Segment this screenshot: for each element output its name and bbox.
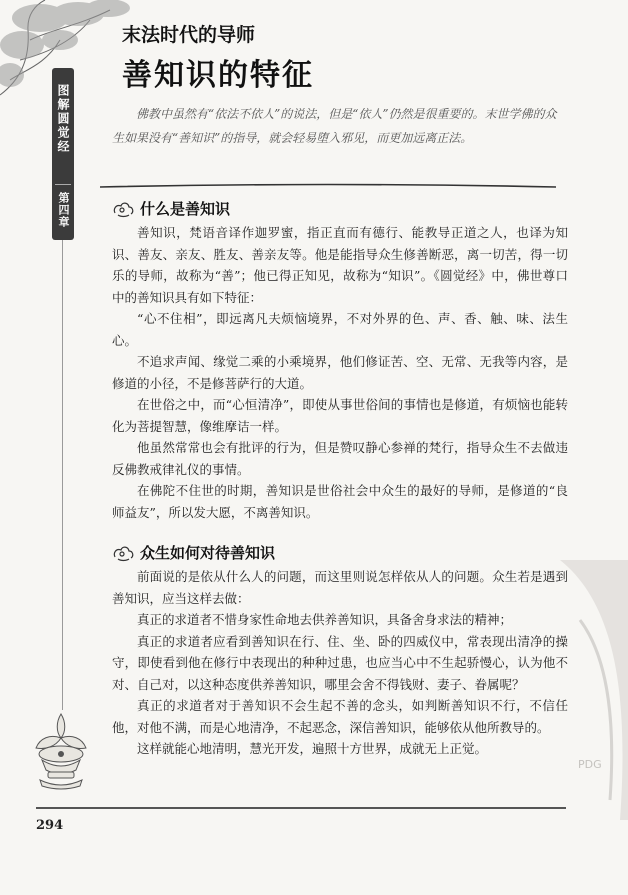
section1-heading-text: 什么是善知识: [140, 200, 231, 218]
section1-paragraph: 他虽然常常也会有批评的行为，但是赞叹静心参禅的梵行，指导众生不去做违反佛教戒律礼仪的事情。: [112, 440, 568, 477]
margin-line: [62, 240, 63, 710]
section1-paragraph: 善知识，梵语音译作迦罗蜜，指正直而有德行、能教导正道之人，也译为知识、善友、亲友、胜友、善亲友等。他是能指导众生修善断恶，离一切苦，得一切乐的导师，故称为“善”；他已得正知见，故称为“知识”。《圆觉经》中，佛世尊口中的善知识具有如下特征：: [112, 225, 568, 305]
section-divider: [100, 183, 556, 189]
section1-paragraph: 不追求声闻、缘觉二乘的小乘境界，他们修证苦、空、无常、无我等内容，是修道的小径，不是修菩萨行的大道。: [112, 354, 568, 391]
side-tab-divider: [55, 184, 71, 185]
section2-paragraph: 真正的求道者应看到善知识在行、住、坐、卧的四威仪中，常表现出清净的操守，即使看到他在修行中表现出的种种过患，也应当心中不生起骄慢心，认为他不对、自己对，以这种态度供养善知识，哪里会舍不得钱财、妻子、眷属呢？: [112, 633, 568, 692]
cloud-ornament-icon: [112, 199, 136, 219]
side-tab-book-title: 图解圆觉经: [56, 84, 70, 154]
section1-body: [112, 222, 568, 523]
section2-paragraph: 前面说的是依从什么人的问题，而这里则说怎样依从人的问题。众生若是遇到善知识，应当这样去做：: [112, 569, 568, 606]
section2-paragraph: 真正的求道者不惜身家性命地去供养善知识，具备舍身求法的精神；: [137, 612, 513, 627]
page-title: 善知识的特征: [122, 58, 314, 93]
watermark: [520, 560, 628, 820]
intro-paragraph: 佛教中虽然有“依法不依人”的说法，但是“依人”仍然是很重要的。末世学佛的众生如果没有“善知识”的指导，就会轻易堕入邪见，而更加远离正法。: [112, 107, 557, 145]
lotus-ornament: [30, 710, 92, 790]
side-tab: [52, 68, 74, 240]
section1-paragraph: 在世俗之中，而“心恒清净”，即使从事世俗间的事情也是修道，有烦恼也能转化为菩提智慧，像维摩诘一样。: [112, 397, 568, 434]
section2-paragraph: 这样就能心地清明，慧光开发，遍照十方世界，成就无上正觉。: [137, 741, 488, 756]
side-tab-chapter: 第四章: [57, 192, 70, 228]
section1-paragraph: 在佛陀不住世的时期，善知识是世俗社会中众生的最好的导师，是修道的“良师益友”，所以发大愿，不离善知识。: [112, 483, 568, 520]
section-title: 末法时代的导师: [122, 24, 256, 46]
section2-heading-text: 众生如何对待善知识: [140, 544, 276, 562]
section1-heading: [112, 198, 230, 219]
section2-paragraph: 真正的求道者对于善知识不会生起不善的念头，如判断善知识不行，不信任他，对他不满，而是心地清净，不起恶念，深信善知识，能够依从他所教导的。: [112, 698, 568, 735]
section2-heading: [112, 542, 275, 563]
cloud-ornament-icon: [112, 543, 136, 563]
section1-paragraph: “心不住相”，即远离凡夫烦恼境界，不对外界的色、声、香、触、味、法生心。: [112, 311, 568, 348]
page-number: 294: [36, 818, 64, 833]
watermark-text: PDG: [578, 758, 602, 771]
section2-body: [112, 566, 568, 760]
footer-rule: [36, 807, 566, 809]
